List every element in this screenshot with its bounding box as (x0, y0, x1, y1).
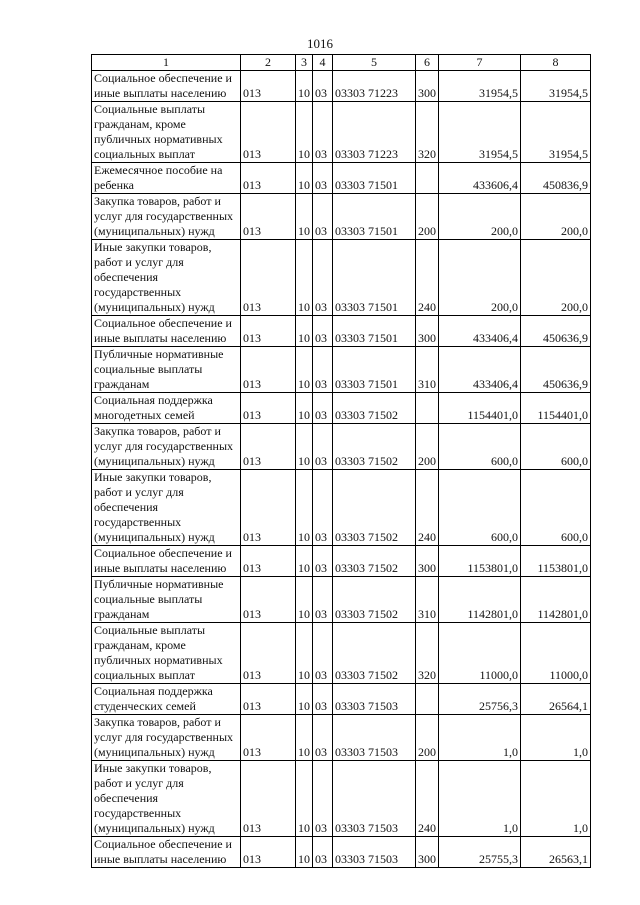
row-name-cell: Социальные выплаты гражданам, кроме публичных нормативных социальных выплат (92, 102, 241, 163)
row-expense-type-cell: 200 (416, 424, 439, 470)
table-body (92, 71, 591, 868)
row-amount-1-cell: 200,0 (439, 240, 521, 316)
row-name-cell: Закупка товаров, работ и услуг для государственных (муниципальных) нужд (92, 194, 241, 240)
row-amount-1-cell: 11000,0 (439, 623, 521, 684)
row-amount-1-cell: 433406,4 (439, 316, 521, 347)
row-ministry-cell: 013 (241, 424, 296, 470)
row-ministry-cell: 013 (241, 240, 296, 316)
table-row (92, 347, 591, 393)
row-section-cell: 10 (296, 163, 313, 194)
row-amount-2-cell: 1,0 (521, 715, 591, 761)
row-amount-1-cell: 31954,5 (439, 102, 521, 163)
row-amount-1-cell: 200,0 (439, 194, 521, 240)
row-ministry-cell: 013 (241, 837, 296, 868)
row-expense-type-cell: 320 (416, 102, 439, 163)
row-expense-type-cell: 200 (416, 194, 439, 240)
row-section-cell: 10 (296, 577, 313, 623)
row-subsection-cell: 03 (313, 761, 333, 837)
table-row (92, 470, 591, 546)
row-name-cell: Публичные нормативные социальные выплаты гражданам (92, 577, 241, 623)
table-row (92, 71, 591, 102)
row-expense-type-cell: 310 (416, 577, 439, 623)
row-subsection-cell: 03 (313, 424, 333, 470)
row-name-cell: Социальное обеспечение и иные выплаты населению (92, 71, 241, 102)
row-amount-1-cell: 600,0 (439, 470, 521, 546)
row-subsection-cell: 03 (313, 546, 333, 577)
row-target-article-cell: 03303 71502 (333, 546, 416, 577)
row-section-cell: 10 (296, 470, 313, 546)
row-ministry-cell: 013 (241, 71, 296, 102)
row-subsection-cell: 03 (313, 194, 333, 240)
row-ministry-cell: 013 (241, 316, 296, 347)
row-target-article-cell: 03303 71502 (333, 577, 416, 623)
table-row (92, 715, 591, 761)
row-name-cell: Ежемесячное пособие на ребенка (92, 163, 241, 194)
row-amount-1-cell: 1153801,0 (439, 546, 521, 577)
row-amount-2-cell: 1153801,0 (521, 546, 591, 577)
row-section-cell: 10 (296, 546, 313, 577)
row-subsection-cell: 03 (313, 240, 333, 316)
row-amount-1-cell: 25756,3 (439, 684, 521, 715)
row-section-cell: 10 (296, 71, 313, 102)
row-name-cell: Закупка товаров, работ и услуг для государственных (муниципальных) нужд (92, 424, 241, 470)
row-expense-type-cell: 240 (416, 470, 439, 546)
row-name-cell: Иные закупки товаров, работ и услуг для обеспечения государственных (муниципальных) нужд (92, 240, 241, 316)
row-expense-type-cell (416, 393, 439, 424)
row-subsection-cell: 03 (313, 470, 333, 546)
row-amount-1-cell: 433406,4 (439, 347, 521, 393)
row-expense-type-cell: 320 (416, 623, 439, 684)
row-target-article-cell: 03303 71502 (333, 623, 416, 684)
row-subsection-cell: 03 (313, 102, 333, 163)
page-number: 1016 (307, 36, 333, 51)
table-row (92, 761, 591, 837)
row-amount-2-cell: 1154401,0 (521, 393, 591, 424)
row-target-article-cell: 03303 71223 (333, 102, 416, 163)
row-ministry-cell: 013 (241, 546, 296, 577)
row-amount-1-cell: 1,0 (439, 761, 521, 837)
row-expense-type-cell: 240 (416, 240, 439, 316)
row-amount-2-cell: 26564,1 (521, 684, 591, 715)
row-amount-2-cell: 450636,9 (521, 316, 591, 347)
row-ministry-cell: 013 (241, 715, 296, 761)
row-name-cell: Закупка товаров, работ и услуг для государственных (муниципальных) нужд (92, 715, 241, 761)
row-target-article-cell: 03303 71503 (333, 761, 416, 837)
row-section-cell: 10 (296, 102, 313, 163)
header-cell: 8 (521, 55, 591, 71)
row-amount-2-cell: 450636,9 (521, 347, 591, 393)
row-name-cell: Иные закупки товаров, работ и услуг для обеспечения государственных (муниципальных) нужд (92, 470, 241, 546)
row-name-cell: Социальная поддержка студенческих семей (92, 684, 241, 715)
table-row (92, 837, 591, 868)
row-expense-type-cell: 300 (416, 546, 439, 577)
header-cell: 3 (296, 55, 313, 71)
row-section-cell: 10 (296, 393, 313, 424)
row-amount-2-cell: 31954,5 (521, 102, 591, 163)
row-ministry-cell: 013 (241, 684, 296, 715)
row-target-article-cell: 03303 71501 (333, 194, 416, 240)
header-cell: 5 (333, 55, 416, 71)
row-subsection-cell: 03 (313, 623, 333, 684)
row-expense-type-cell: 300 (416, 71, 439, 102)
header-cell: 7 (439, 55, 521, 71)
row-subsection-cell: 03 (313, 316, 333, 347)
table-row (92, 577, 591, 623)
row-section-cell: 10 (296, 194, 313, 240)
header-cell: 4 (313, 55, 333, 71)
header-cell: 6 (416, 55, 439, 71)
row-name-cell: Публичные нормативные социальные выплаты гражданам (92, 347, 241, 393)
row-subsection-cell: 03 (313, 71, 333, 102)
row-ministry-cell: 013 (241, 761, 296, 837)
row-subsection-cell: 03 (313, 393, 333, 424)
row-expense-type-cell: 240 (416, 761, 439, 837)
row-expense-type-cell (416, 163, 439, 194)
row-subsection-cell: 03 (313, 684, 333, 715)
row-amount-2-cell: 600,0 (521, 470, 591, 546)
row-amount-1-cell: 1154401,0 (439, 393, 521, 424)
row-target-article-cell: 03303 71503 (333, 715, 416, 761)
row-amount-2-cell: 200,0 (521, 194, 591, 240)
row-amount-1-cell: 25755,3 (439, 837, 521, 868)
row-expense-type-cell (416, 684, 439, 715)
header-cell: 2 (241, 55, 296, 71)
row-section-cell: 10 (296, 715, 313, 761)
row-amount-2-cell: 31954,5 (521, 71, 591, 102)
row-subsection-cell: 03 (313, 347, 333, 393)
row-ministry-cell: 013 (241, 577, 296, 623)
row-ministry-cell: 013 (241, 194, 296, 240)
row-ministry-cell: 013 (241, 623, 296, 684)
row-amount-2-cell: 200,0 (521, 240, 591, 316)
row-ministry-cell: 013 (241, 393, 296, 424)
row-section-cell: 10 (296, 761, 313, 837)
row-amount-2-cell: 1,0 (521, 761, 591, 837)
row-name-cell: Иные закупки товаров, работ и услуг для обеспечения государственных (муниципальных) нужд (92, 761, 241, 837)
row-target-article-cell: 03303 71502 (333, 424, 416, 470)
table-row (92, 102, 591, 163)
table-row (92, 240, 591, 316)
row-section-cell: 10 (296, 240, 313, 316)
row-ministry-cell: 013 (241, 102, 296, 163)
row-target-article-cell: 03303 71503 (333, 837, 416, 868)
row-section-cell: 10 (296, 347, 313, 393)
row-name-cell: Социальное обеспечение и иные выплаты населению (92, 316, 241, 347)
row-section-cell: 10 (296, 316, 313, 347)
row-subsection-cell: 03 (313, 837, 333, 868)
row-expense-type-cell: 300 (416, 837, 439, 868)
row-amount-2-cell: 26563,1 (521, 837, 591, 868)
table-row (92, 623, 591, 684)
row-target-article-cell: 03303 71501 (333, 347, 416, 393)
row-amount-2-cell: 11000,0 (521, 623, 591, 684)
row-ministry-cell: 013 (241, 470, 296, 546)
row-ministry-cell: 013 (241, 347, 296, 393)
budget-table (91, 54, 591, 868)
row-amount-1-cell: 1142801,0 (439, 577, 521, 623)
row-section-cell: 10 (296, 684, 313, 715)
row-amount-2-cell: 450836,9 (521, 163, 591, 194)
row-expense-type-cell: 200 (416, 715, 439, 761)
row-section-cell: 10 (296, 837, 313, 868)
table-row (92, 684, 591, 715)
row-name-cell: Социальная поддержка многодетных семей (92, 393, 241, 424)
row-target-article-cell: 03303 71502 (333, 470, 416, 546)
row-section-cell: 10 (296, 623, 313, 684)
row-name-cell: Социальные выплаты гражданам, кроме публичных нормативных социальных выплат (92, 623, 241, 684)
table-row (92, 393, 591, 424)
row-amount-2-cell: 600,0 (521, 424, 591, 470)
row-expense-type-cell: 300 (416, 316, 439, 347)
row-target-article-cell: 03303 71502 (333, 393, 416, 424)
row-amount-1-cell: 433606,4 (439, 163, 521, 194)
row-target-article-cell: 03303 71501 (333, 163, 416, 194)
row-amount-1-cell: 31954,5 (439, 71, 521, 102)
row-target-article-cell: 03303 71501 (333, 240, 416, 316)
row-section-cell: 10 (296, 424, 313, 470)
table-row (92, 194, 591, 240)
table-row (92, 316, 591, 347)
table-row (92, 424, 591, 470)
row-target-article-cell: 03303 71501 (333, 316, 416, 347)
row-subsection-cell: 03 (313, 715, 333, 761)
table-row (92, 163, 591, 194)
row-name-cell: Социальное обеспечение и иные выплаты населению (92, 546, 241, 577)
header-row (92, 55, 591, 71)
header-cell: 1 (92, 55, 241, 71)
row-amount-1-cell: 1,0 (439, 715, 521, 761)
row-target-article-cell: 03303 71223 (333, 71, 416, 102)
row-ministry-cell: 013 (241, 163, 296, 194)
row-subsection-cell: 03 (313, 577, 333, 623)
row-target-article-cell: 03303 71503 (333, 684, 416, 715)
row-name-cell: Социальное обеспечение и иные выплаты населению (92, 837, 241, 868)
row-amount-2-cell: 1142801,0 (521, 577, 591, 623)
row-expense-type-cell: 310 (416, 347, 439, 393)
row-amount-1-cell: 600,0 (439, 424, 521, 470)
table-row (92, 546, 591, 577)
row-subsection-cell: 03 (313, 163, 333, 194)
